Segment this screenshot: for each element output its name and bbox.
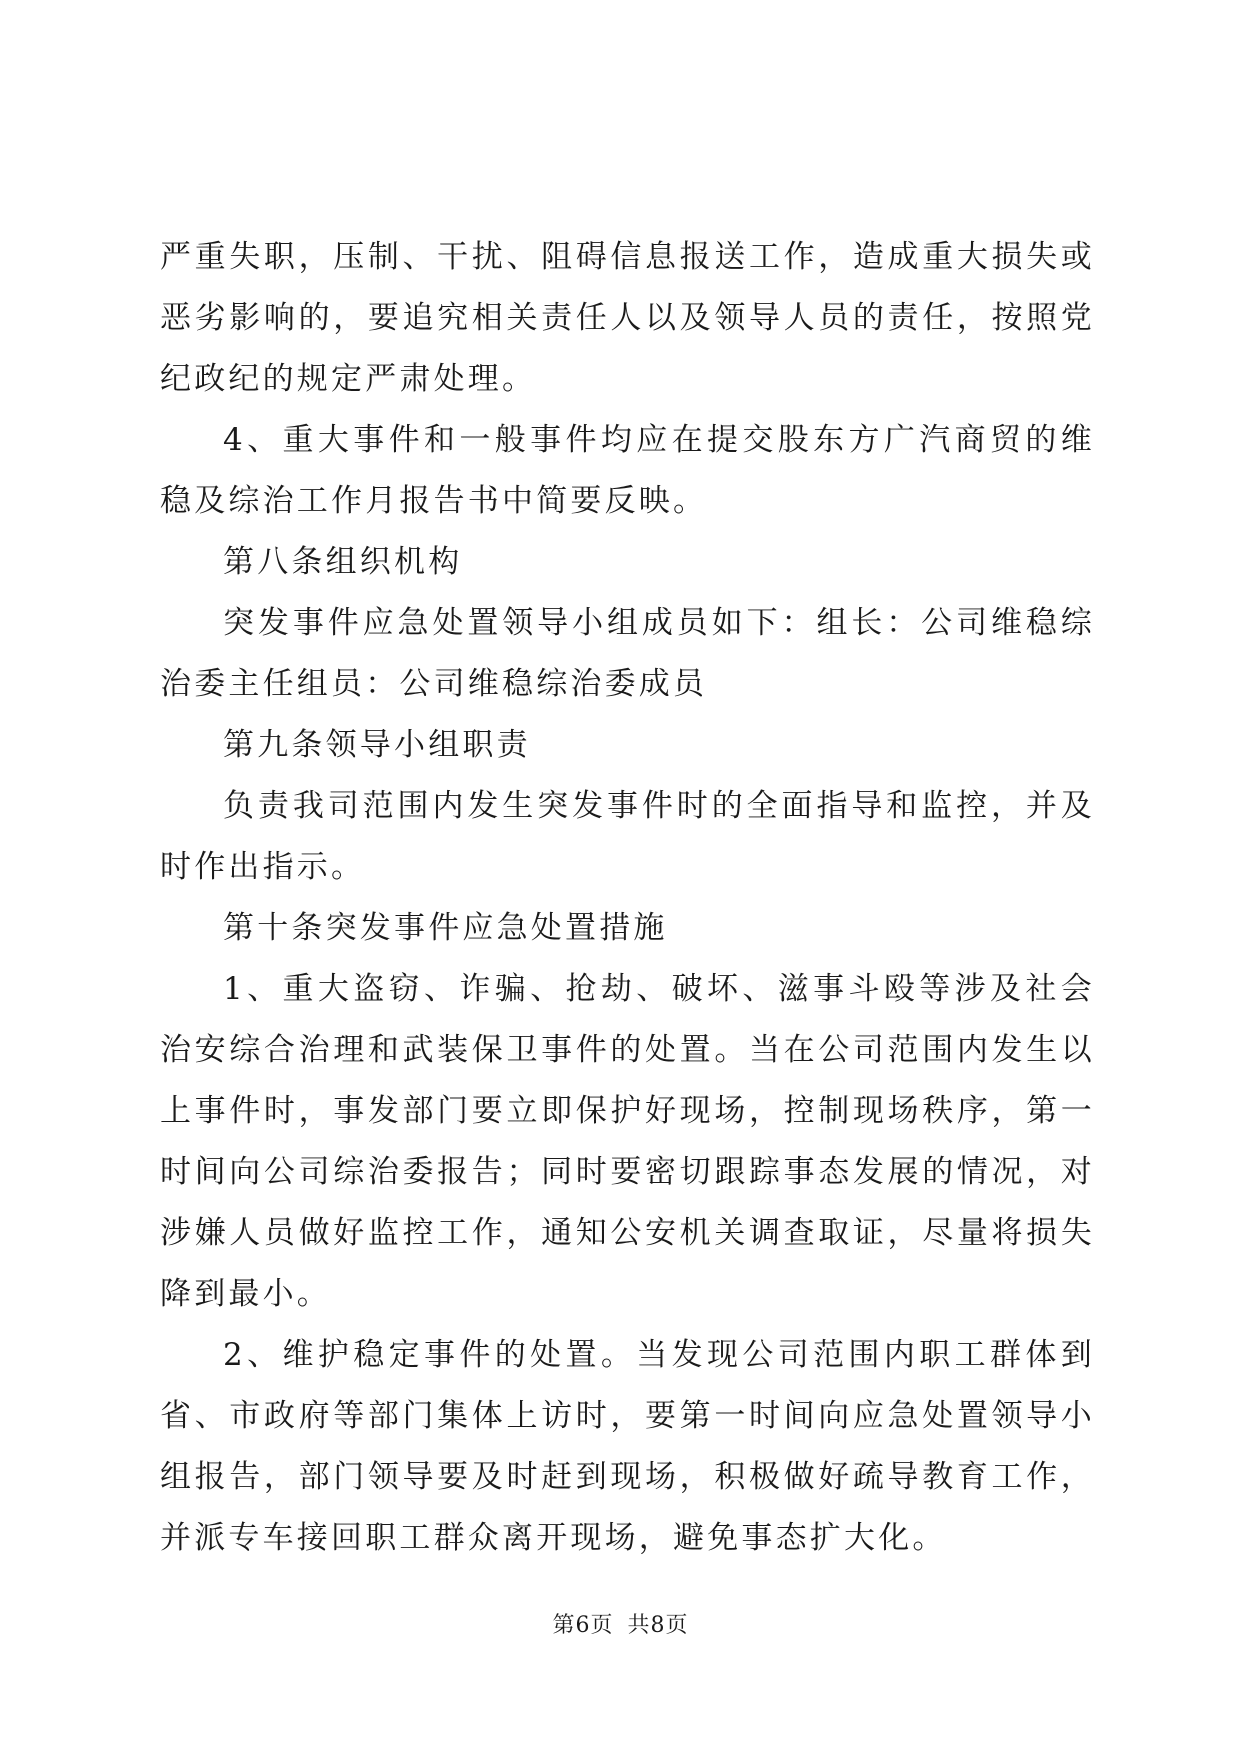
section-heading-article-8: 第八条组织机构 xyxy=(223,544,463,580)
paragraph-2: 4、重大事件和一般事件均应在提交股东方广汽商贸的维稳及综治工作月报告书中简要反映。 xyxy=(160,422,1095,519)
section-heading-article-9: 第九条领导小组职责 xyxy=(223,727,531,763)
page-number-total: 共8页 xyxy=(627,1613,689,1638)
page-footer xyxy=(0,1608,1241,1639)
section-heading-article-10: 第十条突发事件应急处置措施 xyxy=(223,910,668,946)
paragraph-1: 严重失职，压制、干扰、阻碍信息报送工作，造成重大损失或恶劣影响的，要追究相关责任人以及领导人员的责任，按照党纪政纪的规定严肃处理。 xyxy=(160,239,1095,397)
paragraph-6: 2、维护稳定事件的处置。当发现公司范围内职工群体到省、市政府等部门集体上访时，要第一时间向应急处置领导小组报告，部门领导要及时赶到现场，积极做好疏导教育工作，并派专车接回职工群众离开现场，避免事态扩大化。 xyxy=(160,1337,1095,1556)
paragraph-3: 突发事件应急处置领导小组成员如下：组长：公司维稳综治委主任组员：公司维稳综治委成员 xyxy=(160,605,1095,702)
page-number-current: 第6页 xyxy=(552,1613,614,1638)
paragraph-5: 1、重大盗窃、诈骗、抢劫、破坏、滋事斗殴等涉及社会治安综合治理和武装保卫事件的处置。当在公司范围内发生以上事件时，事发部门要立即保护好现场，控制现场秩序，第一时间向公司综治委报告；同时要密切跟踪事态发展的情况，对涉嫌人员做好监控工作，通知公安机关调查取证，尽量将损失降到最小。 xyxy=(160,971,1095,1312)
paragraph-4: 负责我司范围内发生突发事件时的全面指导和监控，并及时作出指示。 xyxy=(160,788,1095,885)
document-body xyxy=(160,227,1095,1569)
